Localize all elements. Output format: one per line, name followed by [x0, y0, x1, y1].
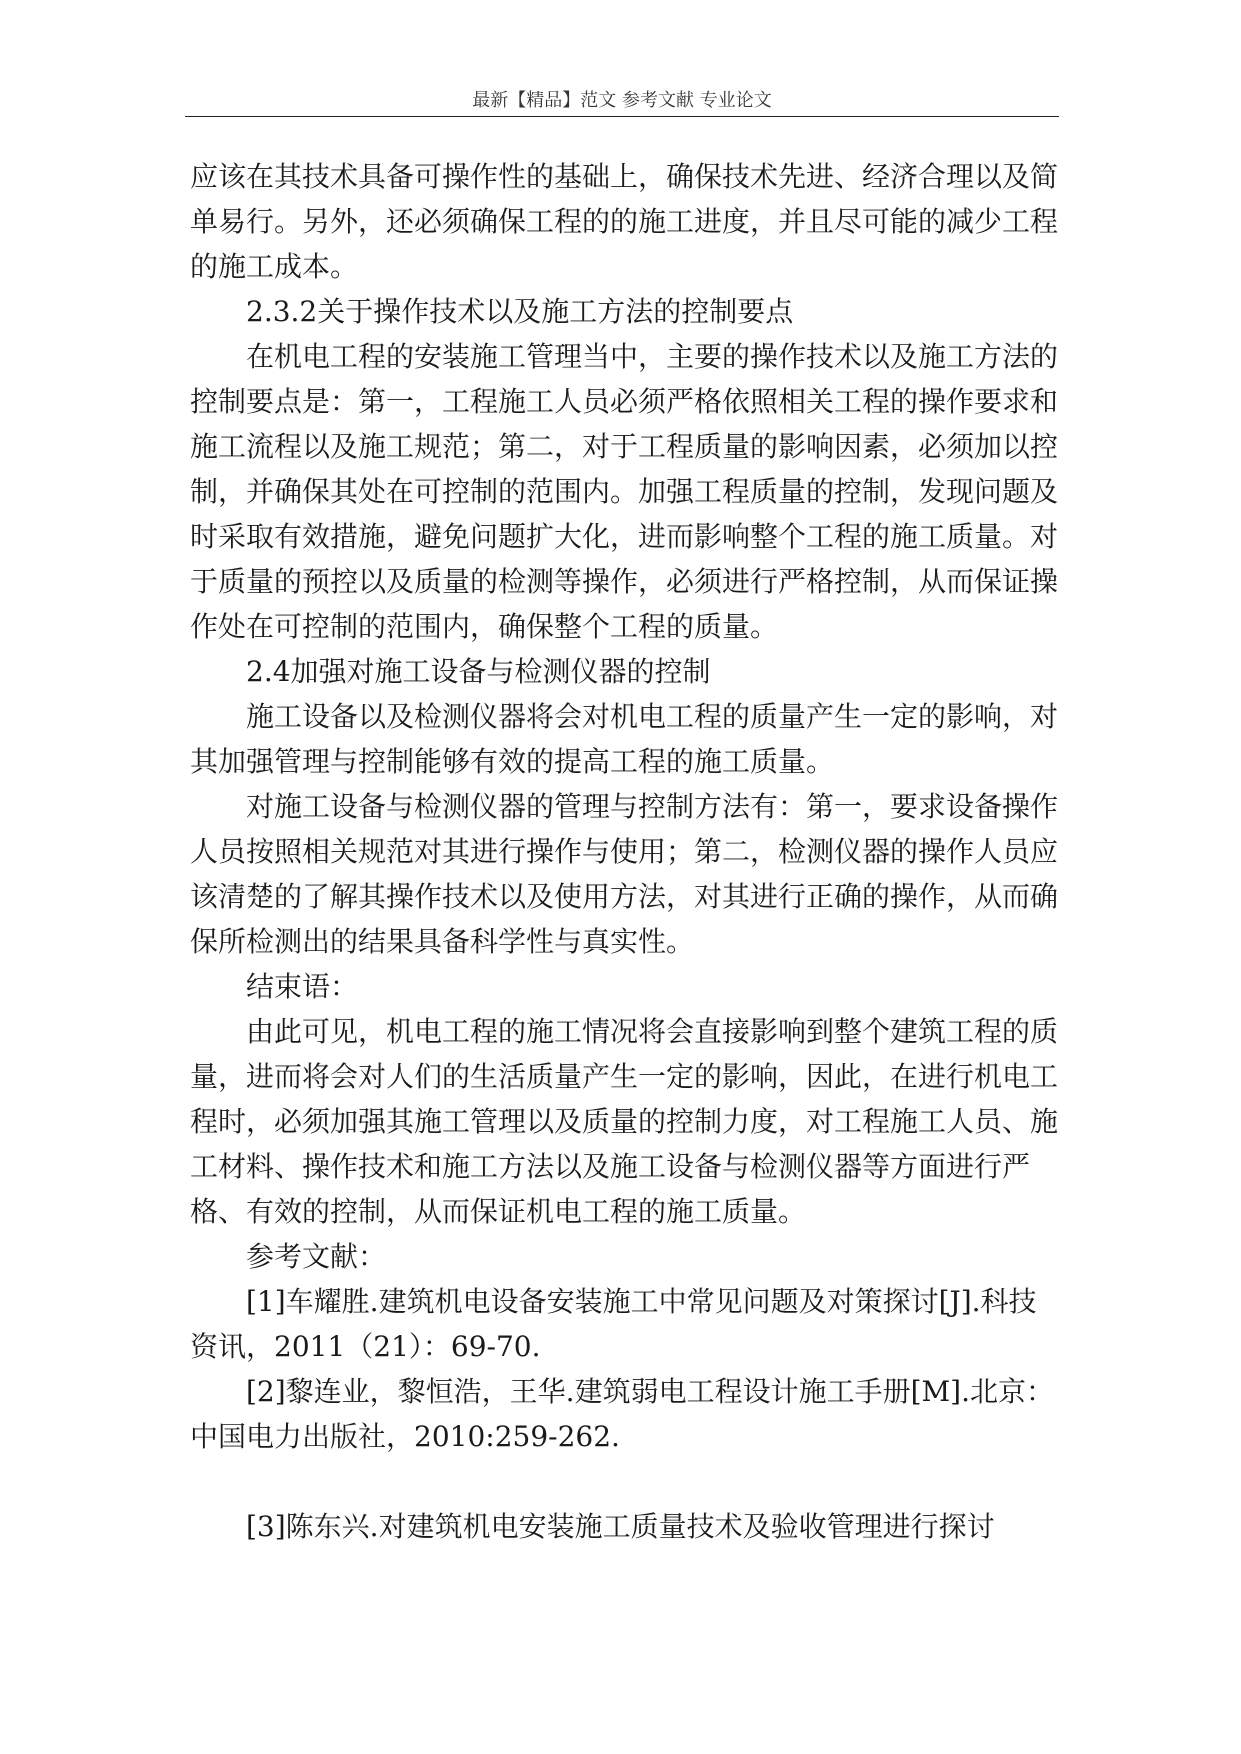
blank-line	[190, 1459, 1060, 1504]
header-rule	[185, 116, 1059, 117]
reference-item-3: [3]陈东兴.对建筑机电安装施工质量技术及验收管理进行探讨	[246, 1510, 995, 1543]
references-heading: 参考文献：	[246, 1240, 387, 1273]
page-header: 最新【精品】范文 参考文献 专业论文	[472, 90, 772, 111]
paragraph-2-3-2: 在机电工程的安装施工管理当中，主要的操作技术以及施工方法的控制要点是：第一，工程施工人员必须严格依照相关工程的操作要求和施工流程以及施工规范；第二，对于工程质量的影响因素，必须加以控制，并确保其处在可控制的范围内。加强工程质量的控制，发现问题及时采取有效措施，避免问题扩大化，进而影响整个工程的施工质量。对于质量的预控以及质量的检测等操作，必须进行严格控制，从而保证操作处在可控制的范围内，确保整个工程的质量。	[190, 340, 1059, 643]
paragraph-2-4-b: 对施工设备与检测仪器的管理与控制方法有：第一，要求设备操作人员按照相关规范对其进行操作与使用；第二，检测仪器的操作人员应该清楚的了解其操作技术以及使用方法，对其进行正确的操作，从而确保所检测出的结果具备科学性与真实性。	[190, 790, 1059, 958]
reference-item-1: [1]车耀胜.建筑机电设备安装施工中常见问题及对策探讨[J].科技资讯，2011（21）：69-70.	[190, 1285, 1037, 1363]
section-heading-2-3-2: 2.3.2关于操作技术以及施工方法的控制要点	[246, 295, 794, 328]
paragraph-2-4-a: 施工设备以及检测仪器将会对机电工程的质量产生一定的影响，对其加强管理与控制能够有效的提高工程的施工质量。	[190, 700, 1059, 778]
section-heading-2-4: 2.4加强对施工设备与检测仪器的控制	[246, 655, 711, 688]
conclusion-paragraph: 由此可见，机电工程的施工情况将会直接影响到整个建筑工程的质量，进而将会对人们的生活质量产生一定的影响，因此，在进行机电工程时，必须加强其施工管理以及质量的控制力度，对工程施工人员、施工材料、操作技术和施工方法以及施工设备与检测仪器等方面进行严格、有效的控制，从而保证机电工程的施工质量。	[190, 1015, 1059, 1228]
document-body	[190, 154, 1060, 1549]
paragraph-continued: 应该在其技术具备可操作性的基础上，确保技术先进、经济合理以及简单易行。另外，还必须确保工程的的施工进度，并且尽可能的减少工程的施工成本。	[190, 160, 1059, 283]
reference-item-2: [2]黎连业，黎恒浩，王华.建筑弱电工程设计施工手册[M].北京：中国电力出版社，2010:259-262.	[190, 1375, 1054, 1453]
conclusion-heading: 结束语：	[246, 970, 359, 1003]
